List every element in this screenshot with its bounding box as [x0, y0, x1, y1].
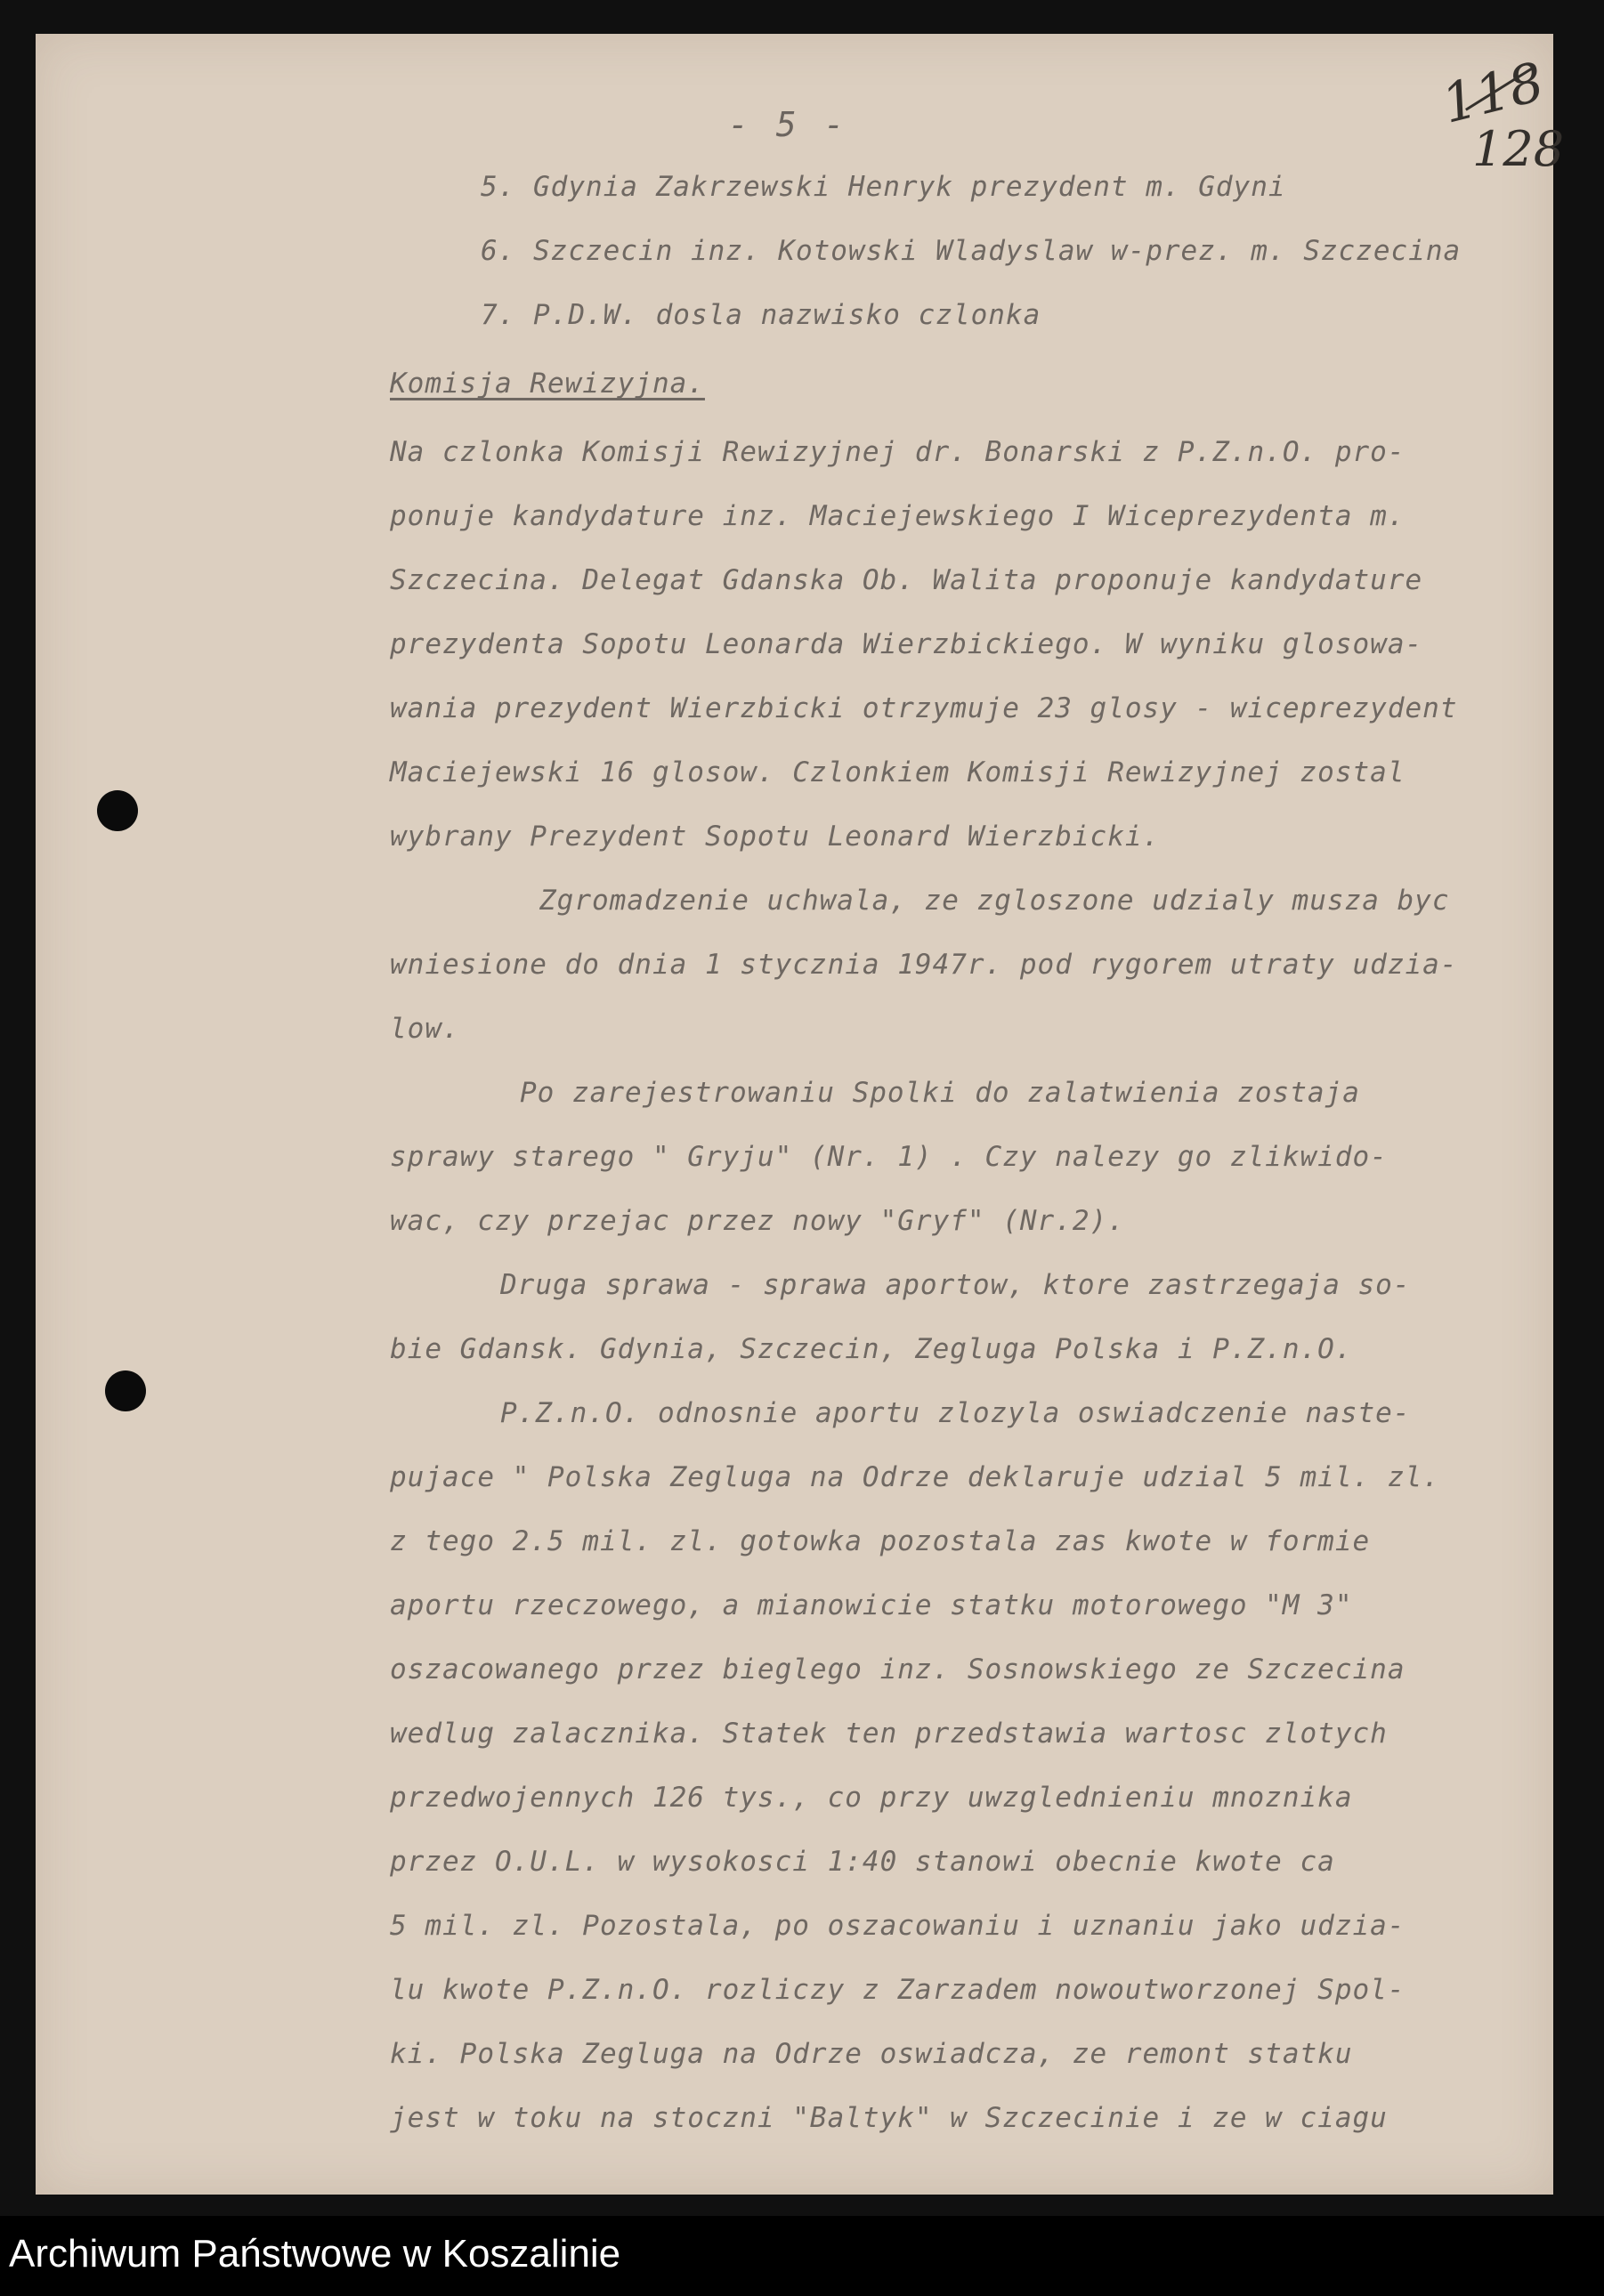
text-line: sprawy starego " Gryju" (Nr. 1) . Czy nalezy go zlikwido-	[390, 1141, 1388, 1173]
punch-hole	[105, 1370, 146, 1411]
text-line: aportu rzeczowego, a mianowicie statku motorowego "M 3"	[390, 1589, 1353, 1621]
text-line: pujace " Polska Zegluga na Odrze deklaruje udzial 5 mil. zl.	[390, 1461, 1440, 1493]
text-line: Maciejewski 16 glosow. Czlonkiem Komisji Rewizyjnej zostal	[390, 756, 1406, 788]
text-line: wania prezydent Wierzbicki otrzymuje 23 glosy - wiceprezydent	[390, 692, 1458, 724]
page-number: - 5 -	[728, 105, 848, 144]
text-line: ponuje kandydature inz. Maciejewskiego I Wiceprezydenta m.	[390, 500, 1406, 532]
text-line: lu kwote P.Z.n.O. rozliczy z Zarzadem nowoutworzonej Spol-	[390, 1974, 1406, 2006]
text-line: low.	[390, 1013, 460, 1045]
text-line: wniesione do dnia 1 stycznia 1947r. pod rygorem utraty udzia-	[390, 949, 1458, 981]
text-line: Zgromadzenie uchwala, ze zgloszone udzialy musza byc	[539, 885, 1450, 917]
text-line: 6. Szczecin inz. Kotowski Wladyslaw w-prez. m. Szczecina	[481, 235, 1462, 267]
text-line: ki. Polska Zegluga na Odrze oswiadcza, ze remont statku	[390, 2038, 1353, 2070]
text-line: wybrany Prezydent Sopotu Leonard Wierzbicki.	[390, 821, 1161, 853]
text-line: z tego 2.5 mil. zl. gotowka pozostala zas kwote w formie	[390, 1525, 1371, 1557]
archive-name: Archiwum Państwowe w Koszalinie	[9, 2232, 621, 2276]
text-line: Na czlonka Komisji Rewizyjnej dr. Bonarski z P.Z.n.O. pro-	[390, 436, 1406, 468]
text-line: Druga sprawa - sprawa aportow, ktore zastrzegaja so-	[500, 1269, 1411, 1301]
text-line: P.Z.n.O. odnosnie aportu zlozyla oswiadczenie naste-	[500, 1397, 1411, 1429]
text-line: wedlug zalacznika. Statek ten przedstawia wartosc zlotych	[390, 1718, 1388, 1750]
text-line: przez O.U.L. w wysokosci 1:40 stanowi obecnie kwote ca	[390, 1846, 1335, 1878]
text-line: bie Gdansk. Gdynia, Szczecin, Zegluga Polska i P.Z.n.O.	[390, 1333, 1353, 1365]
text-line: 5. Gdynia Zakrzewski Henryk prezydent m. Gdyni	[481, 171, 1286, 203]
punch-hole	[97, 790, 138, 831]
text-line: Po zarejestrowaniu Spolki do zalatwienia zostaja	[520, 1077, 1360, 1109]
text-line: przedwojennych 126 tys., co przy uwzglednieniu mnoznika	[390, 1782, 1353, 1814]
text-line: 5 mil. zl. Pozostala, po oszacowaniu i uznaniu jako udzia-	[390, 1910, 1406, 1942]
text-line: 7. P.D.W. dosla nazwisko czlonka	[481, 299, 1041, 331]
folio-number-new: 128	[1472, 121, 1565, 177]
archive-folio-number	[1442, 62, 1565, 196]
section-heading: Komisja Rewizyjna.	[390, 368, 705, 400]
text-line: oszacowanego przez bieglego inz. Sosnowskiego ze Szczecina	[390, 1653, 1406, 1686]
text-line: prezydenta Sopotu Leonarda Wierzbickiego. W wyniku glosowa-	[390, 628, 1423, 660]
text-line: Szczecina. Delegat Gdanska Ob. Walita proponuje kandydature	[390, 564, 1423, 596]
text-line: wac, czy przejac przez nowy "Gryf" (Nr.2).	[390, 1205, 1125, 1237]
text-line: jest w toku na stoczni "Baltyk" w Szczecinie i ze w ciagu	[390, 2102, 1388, 2134]
archive-footer-bar	[0, 2216, 1604, 2296]
